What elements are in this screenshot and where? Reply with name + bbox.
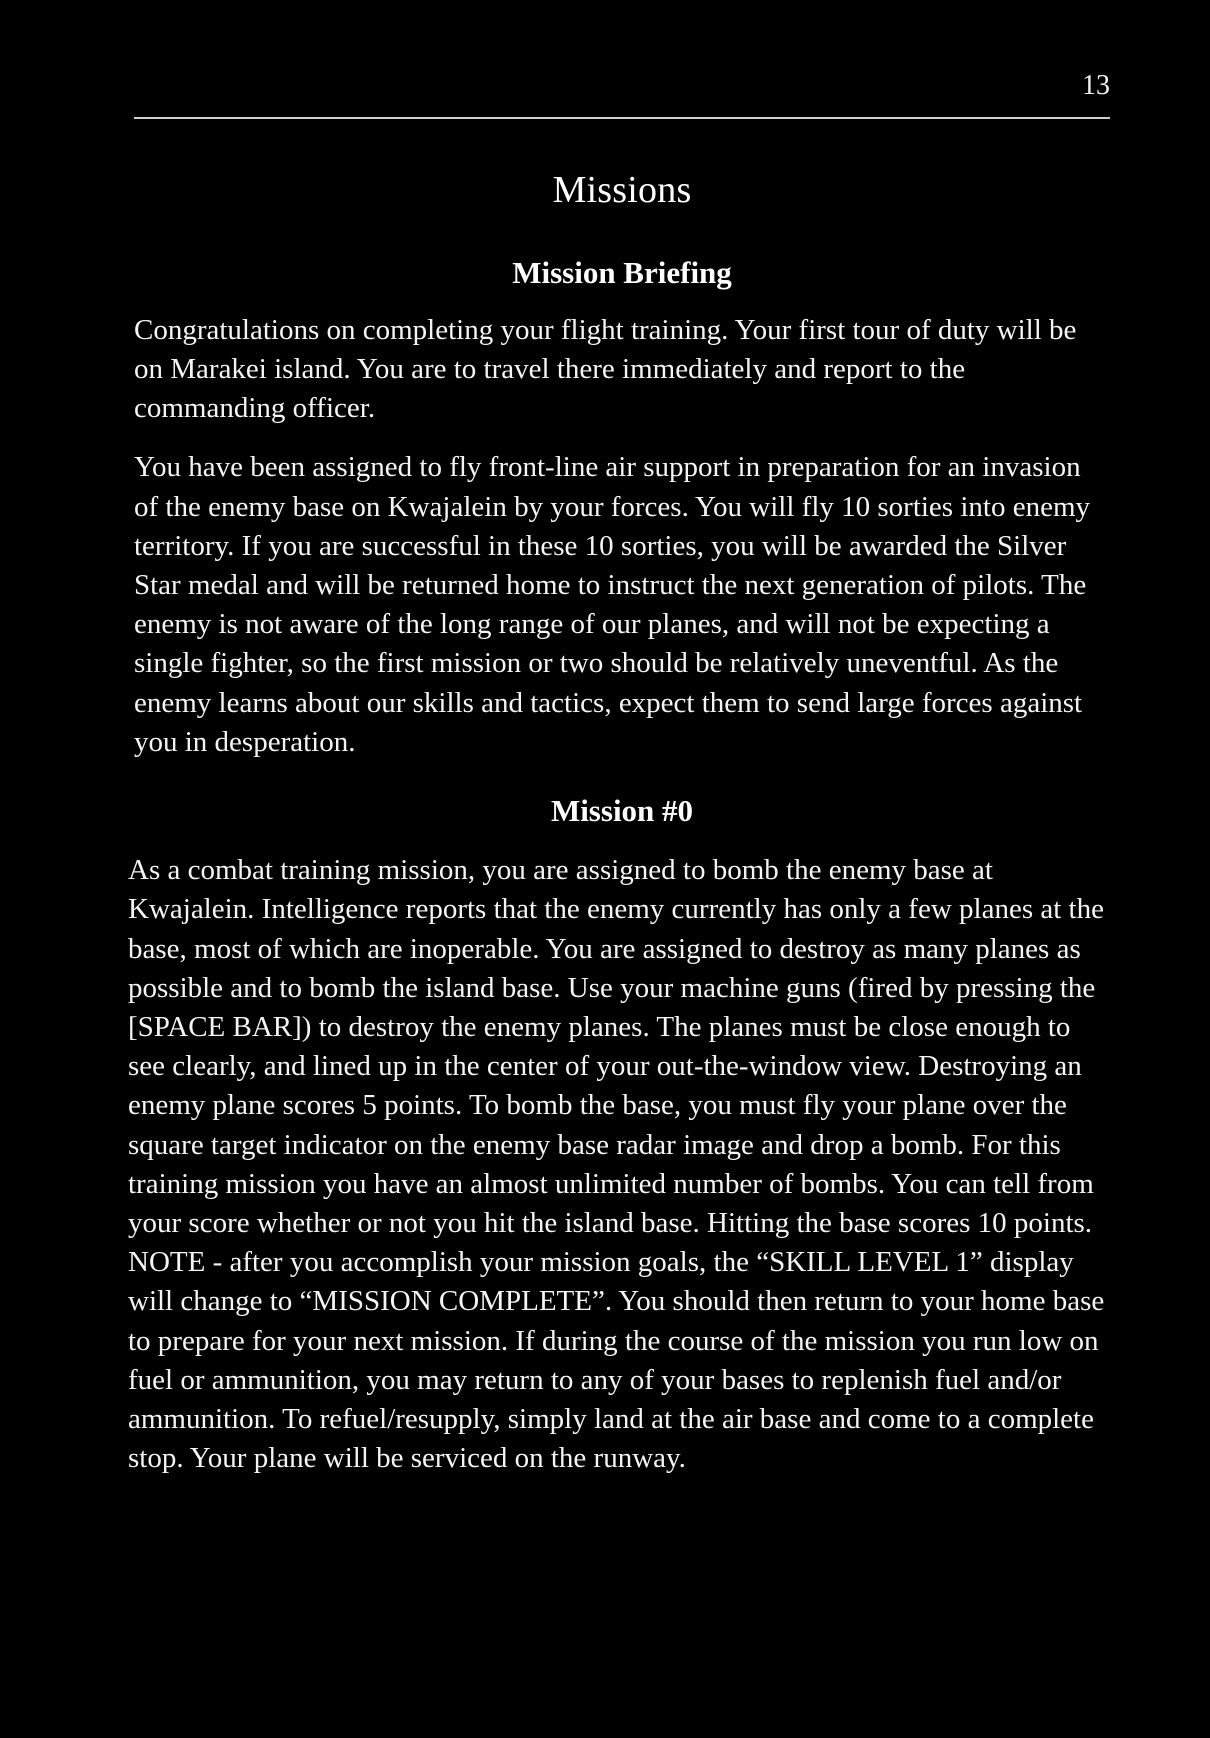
paragraph-briefing-intro: Congratulations on completing your flight training. Your first tour of duty will be on Marakei island. You are to travel there immediately and report to the commanding officer. bbox=[134, 313, 1077, 425]
header-rule bbox=[134, 117, 1110, 119]
section-mission-0 bbox=[128, 792, 1110, 1478]
section-title-mission-0: Mission #0 bbox=[550, 793, 694, 829]
chapter-title: Missions bbox=[552, 169, 692, 211]
section-title-mission-briefing: Mission Briefing bbox=[512, 254, 732, 290]
paragraph-briefing-assignment: You have been assigned to fly front-line air support in preparation for an invasion of the enemy base on Kwajalein by your forces. You will fly 10 sorties into enemy territory. If you are successful in these 10 sorties, you will be awarded the Silver Star medal and will be returned home to instruct the next generation of pilots. The enemy is not aware of the long range of our planes, and will not be expecting a single fighter, so the first mission or two should be relatively uneventful. As the enemy learns about our skills and tactics, expect them to send large forces against you in desperation. bbox=[134, 451, 1091, 758]
page-number: 13 bbox=[1082, 70, 1110, 101]
page-content bbox=[128, 160, 1110, 1478]
paragraph-mission-0-details: As a combat training mission, you are assigned to bomb the enemy base at Kwajalein. Intelligence reports that the enemy currently has only a few planes at the base, most of which are inoperable. You are assigned to destroy as many planes as possible and to bomb the island base. Use your machine guns (fired by pressing the [SPACE BAR]) to destroy the enemy planes. The planes must be close enough to see clearly, and lined up in the center of your out-the-window view. Destroying an enemy plane scores 5 points. To bomb the base, you must fly your plane over the square target indicator on the enemy base radar image and drop a bomb. For this training mission you have an almost unlimited number of bombs. You can tell from your score whether or not you hit the island base. Hitting the base scores 10 points. NOTE - after you accomplish your mission goals, the “SKILL LEVEL 1” display will change to “MISSION COMPLETE”. You should then return to your home base to prepare for your next mission. If during the course of the mission you run low on fuel or ammunition, you may return to any of your bases to replenish fuel and/or ammunition. To refuel/resupply, simply land at the air base and come to a complete stop. Your plane will be serviced on the runway. bbox=[128, 854, 1105, 1475]
section-mission-briefing bbox=[134, 254, 1110, 762]
